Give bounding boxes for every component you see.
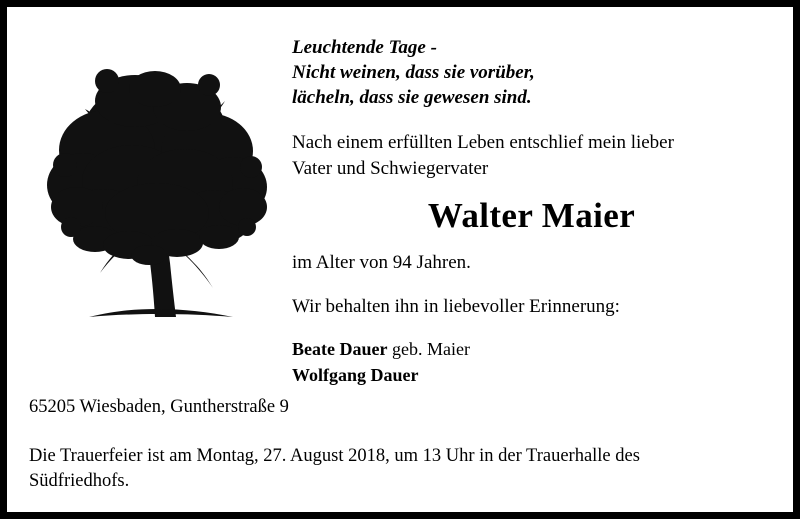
deceased-name: Walter Maier: [427, 195, 636, 235]
intro-line-2: Vater und Schwiegervater: [292, 157, 489, 179]
obituary-bottom-section: [7, 397, 793, 494]
obituary-inner: [7, 7, 793, 512]
intro-block: [292, 130, 771, 181]
survivor-name: Wolfgang Dauer: [292, 364, 419, 385]
survivor-suffix: geb. Maier: [387, 338, 470, 359]
age-line: im Alter von 94 Jahren.: [292, 251, 471, 273]
survivors-list: [292, 336, 771, 388]
verse-line-2: Nicht weinen, dass sie vorüber,: [292, 62, 535, 84]
obituary-text-column: [284, 25, 771, 388]
survivor-name: Beate Dauer: [292, 338, 388, 359]
intro-line-1: Nach einem erfüllten Leben entschlief mein lieber: [292, 132, 674, 154]
ceremony-line: Die Trauerfeier ist am Montag, 27. August 2018, um 13 Uhr in der Trauerhalle des Südfriedhofs.: [29, 446, 640, 491]
tree-illustration: [29, 25, 284, 325]
verse-line-1: Leuchtende Tage -: [292, 37, 437, 58]
survivor-item: [292, 362, 771, 388]
address-line: 65205 Wiesbaden, Guntherstraße 9: [29, 397, 289, 417]
memory-line: Wir behalten ihn in liebevoller Erinnerung:: [292, 295, 620, 317]
verse-block: [292, 35, 771, 110]
verse-line-3: lächeln, dass sie gewesen sind.: [292, 87, 532, 109]
obituary-top-section: [7, 7, 793, 388]
survivor-item: [292, 336, 771, 362]
